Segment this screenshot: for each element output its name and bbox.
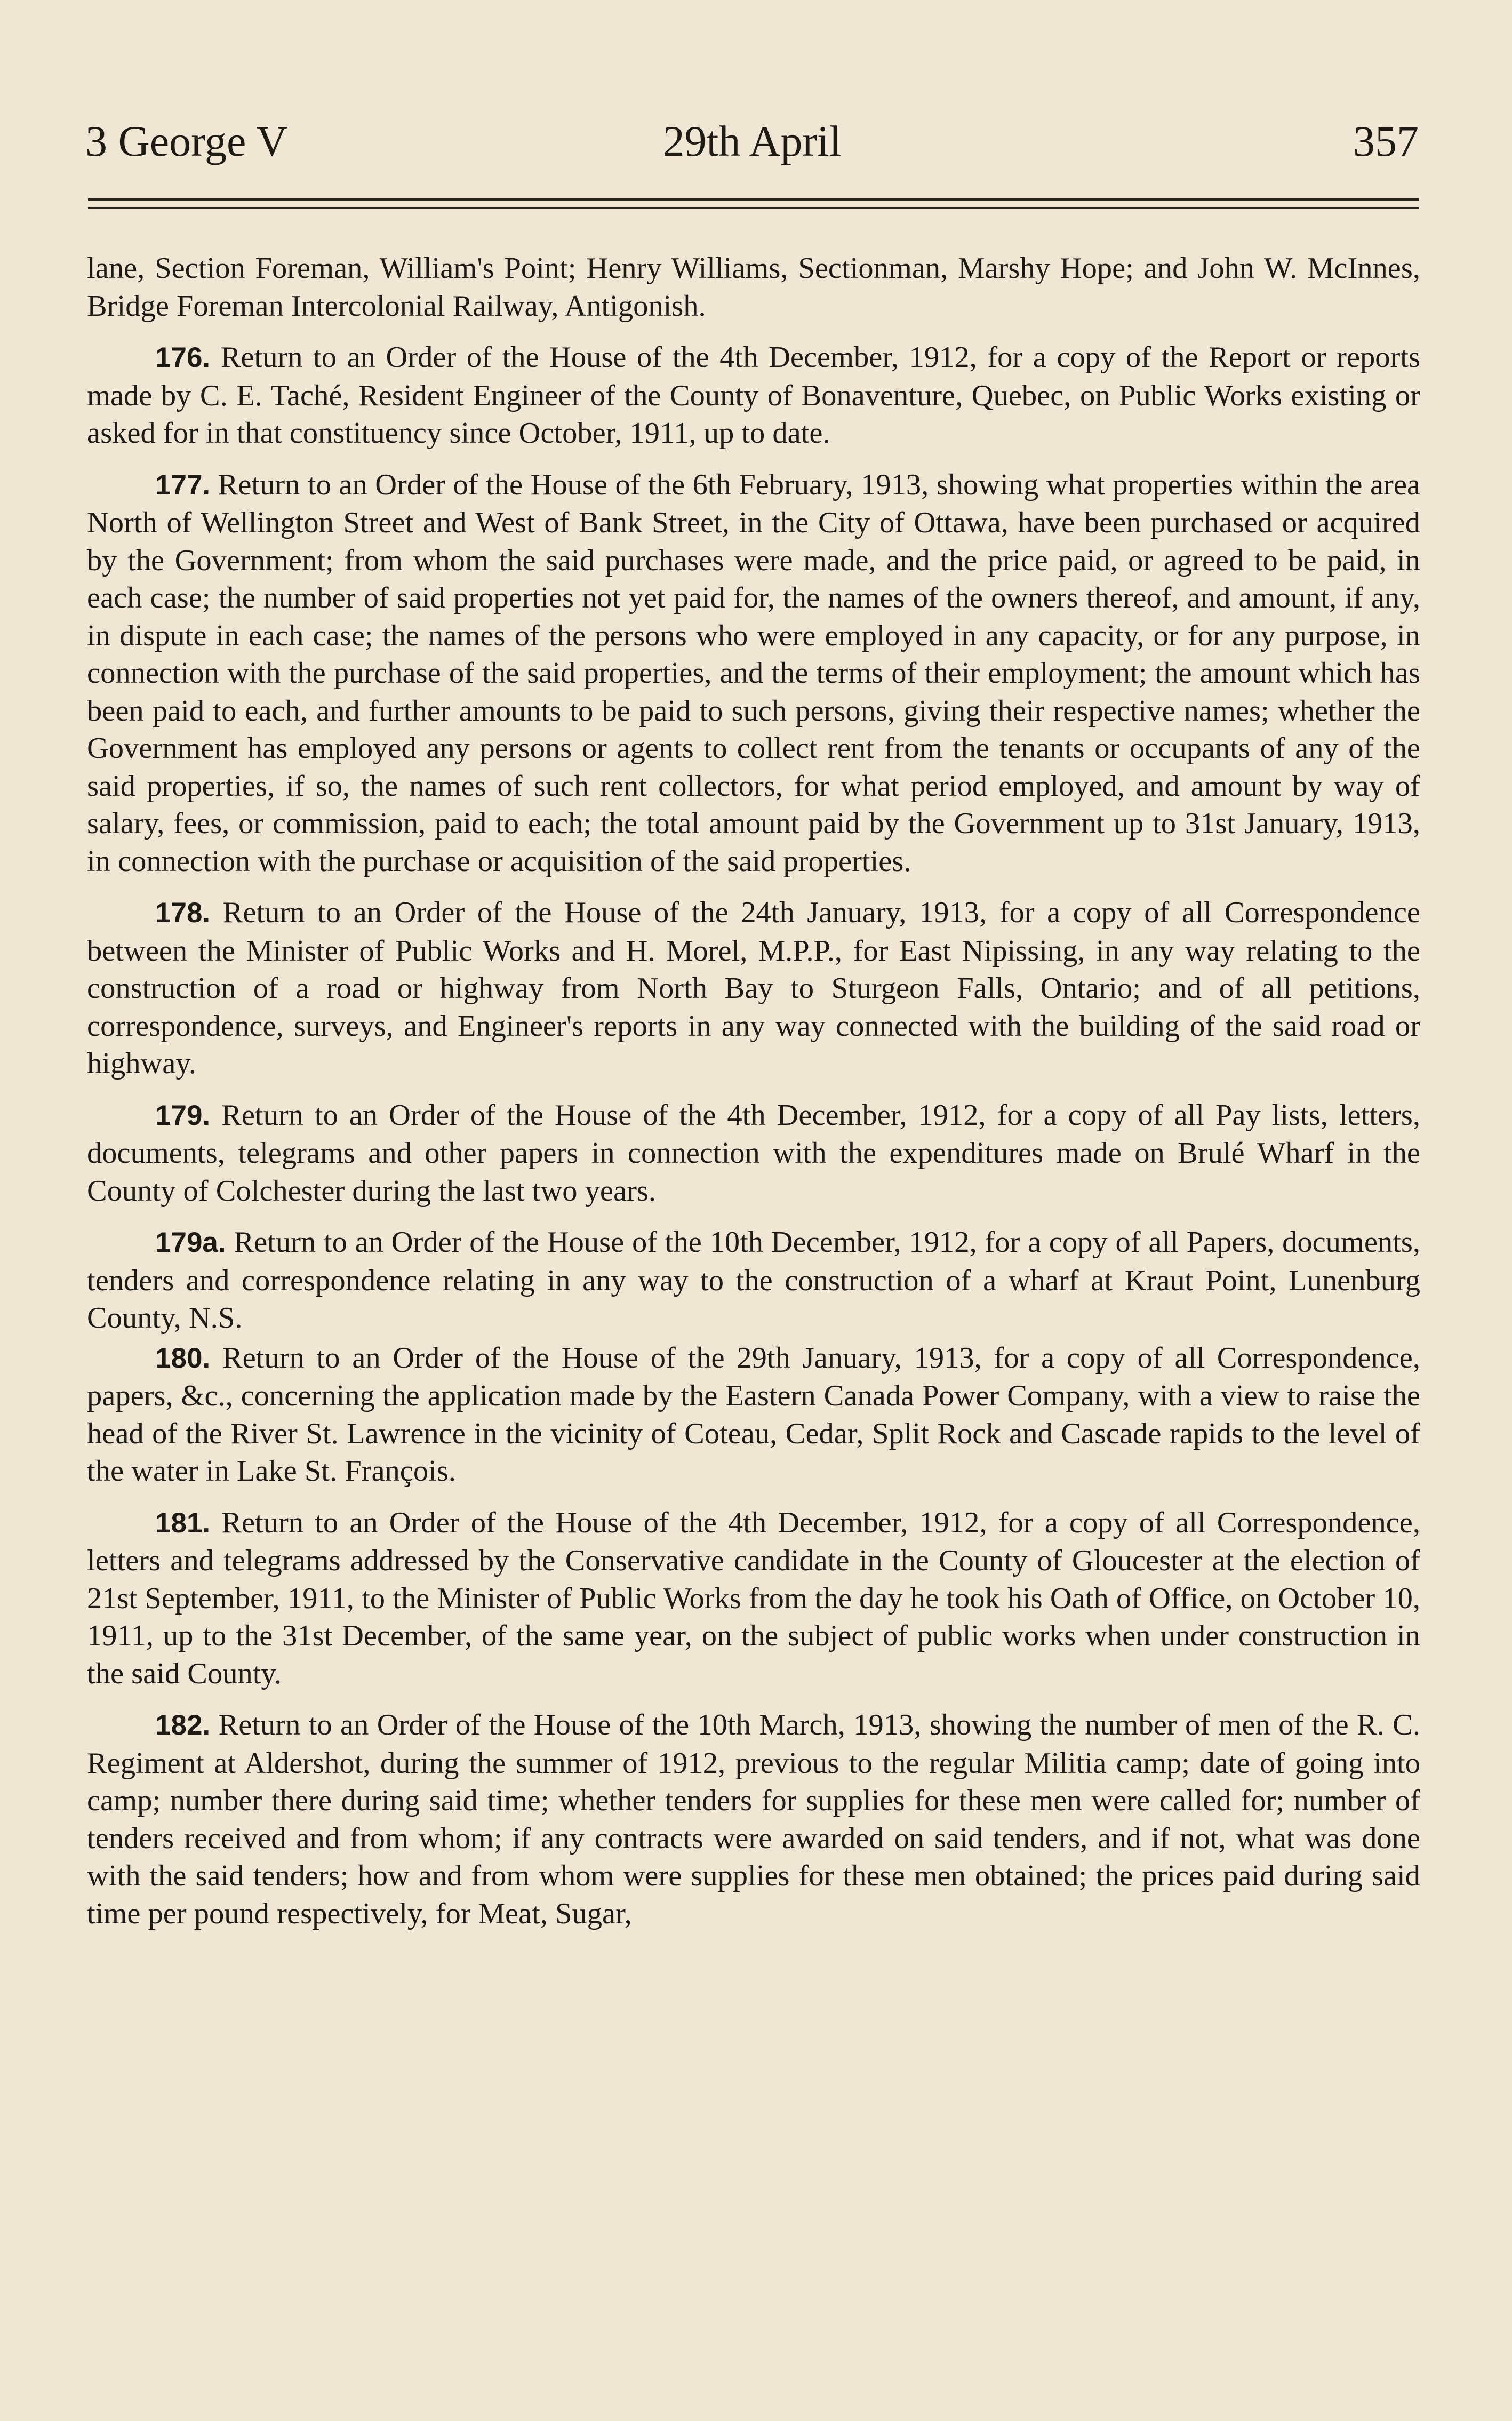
entry-number: 181.	[155, 1507, 211, 1539]
entry-176	[87, 339, 1420, 452]
entry-text: Return to an Order of the House of the 4th December, 1912, for a copy of the Report or reports made by C. E. Taché, Resident Engineer of the County of Bonaventure, Quebec, on Public Works existing or asked for in that constituency since October, 1911, up to date.	[87, 341, 1420, 450]
entry-text: Return to an Order of the House of the 4th December, 1912, for a copy of all Correspondence, letters and telegrams addressed by the Conservative candidate in the County of Gloucester at the election of 21st September, 1911, to the Minister of Public Works from the day he took his Oath of Office, on October 10, 1911, up to the 31st December, of the same year, on the subject of public works when under construction in the said County.	[87, 1506, 1420, 1690]
entry-179	[87, 1097, 1420, 1210]
header-rule	[88, 198, 1419, 209]
entry-text: Return to an Order of the House of the 10th December, 1912, for a copy of all Papers, documents, tenders and correspondence relating in any way to the construction of a wharf at Kraut Point, Lunenburg County, N.S.	[87, 1226, 1420, 1335]
entry-text: Return to an Order of the House of the 24th January, 1913, for a copy of all Correspondence between the Minister of Public Works and H. Morel, M.P.P., for East Nipissing, in any way relating to the construction of a road or highway from North Bay to Sturgeon Falls, Ontario; and of all petitions, correspondence, surveys, and Engineer's reports in any way connected with the building of the said road or highway.	[87, 896, 1420, 1080]
entry-number: 180.	[155, 1342, 211, 1374]
entry-number: 182.	[155, 1709, 211, 1741]
entry-number: 179a.	[155, 1227, 226, 1258]
continuation-paragraph: lane, Section Foreman, William's Point; Henry Williams, Sectionman, Marshy Hope; and John W. McInnes, Bridge Foreman Intercolonial Railway, Antigonish.	[87, 252, 1420, 323]
entry-text: Return to an Order of the House of the 6th February, 1913, showing what properties within the area North of Wellington Street and West of Bank Street, in the City of Ottawa, have been purchased or acquired by the Government; from whom the said purchases were made, and the price paid, or agreed to be paid, in each case; the number of said properties not yet paid for, the names of the owners thereof, and amount, if any, in dispute in each case; the names of the persons who were employed in any capacity, or for any purpose, in connection with the purchase of the said properties, and the terms of their employment; the amount which has been paid to each, and further amounts to be paid to such persons, giving their respective names; whether the Government has employed any persons or agents to collect rent from the tenants or occupants of any of the said properties, if so, the names of such rent collectors, for what period employed, and amount by way of salary, fees, or commission, paid to each; the total amount paid by the Government up to 31st January, 1913, in connection with the purchase or acquisition of the said properties.	[87, 468, 1420, 878]
entry-text: Return to an Order of the House of the 29th January, 1913, for a copy of all Correspondence, papers, &c., concerning the application made by the Eastern Canada Power Company, with a view to raise the head of the River St. Lawrence in the vicinity of Coteau, Cedar, Split Rock and Cascade rapids to the level of the water in Lake St. François.	[87, 1341, 1420, 1488]
entry-182	[87, 1706, 1420, 1932]
entry-number: 178.	[155, 897, 211, 929]
entry-181	[87, 1504, 1420, 1693]
entry-number: 177.	[155, 469, 211, 501]
regnal-year: 3 George V	[85, 117, 288, 165]
entry-text: Return to an Order of the House of the 10th March, 1913, showing the number of men of the R. C. Regiment at Aldershot, during the summer of 1912, previous to the regular Militia camp; date of going into camp; number there during said time; whether tenders for supplies for these men were called for; number of tenders received and from whom; if any contracts were awarded on said tenders, and if not, what was done with the said tenders; how and from whom were supplies for these men obtained; the prices paid during said time per pound respectively, for Meat, Sugar,	[87, 1708, 1420, 1930]
entry-text: Return to an Order of the House of the 4th December, 1912, for a copy of all Pay lists, letters, documents, telegrams and other papers in connection with the expenditures made on Brulé Wharf in the County of Colchester during the last two years.	[87, 1098, 1420, 1208]
running-head	[85, 115, 1419, 168]
entry-177	[87, 466, 1420, 881]
entry-178	[87, 894, 1420, 1083]
entry-179a	[87, 1224, 1420, 1337]
entry-number: 176.	[155, 342, 211, 373]
page-date: 29th April	[662, 117, 842, 165]
page-number: 357	[1353, 117, 1419, 165]
entry-number: 179.	[155, 1099, 211, 1131]
document-body	[87, 250, 1420, 1946]
entry-180	[87, 1339, 1420, 1490]
